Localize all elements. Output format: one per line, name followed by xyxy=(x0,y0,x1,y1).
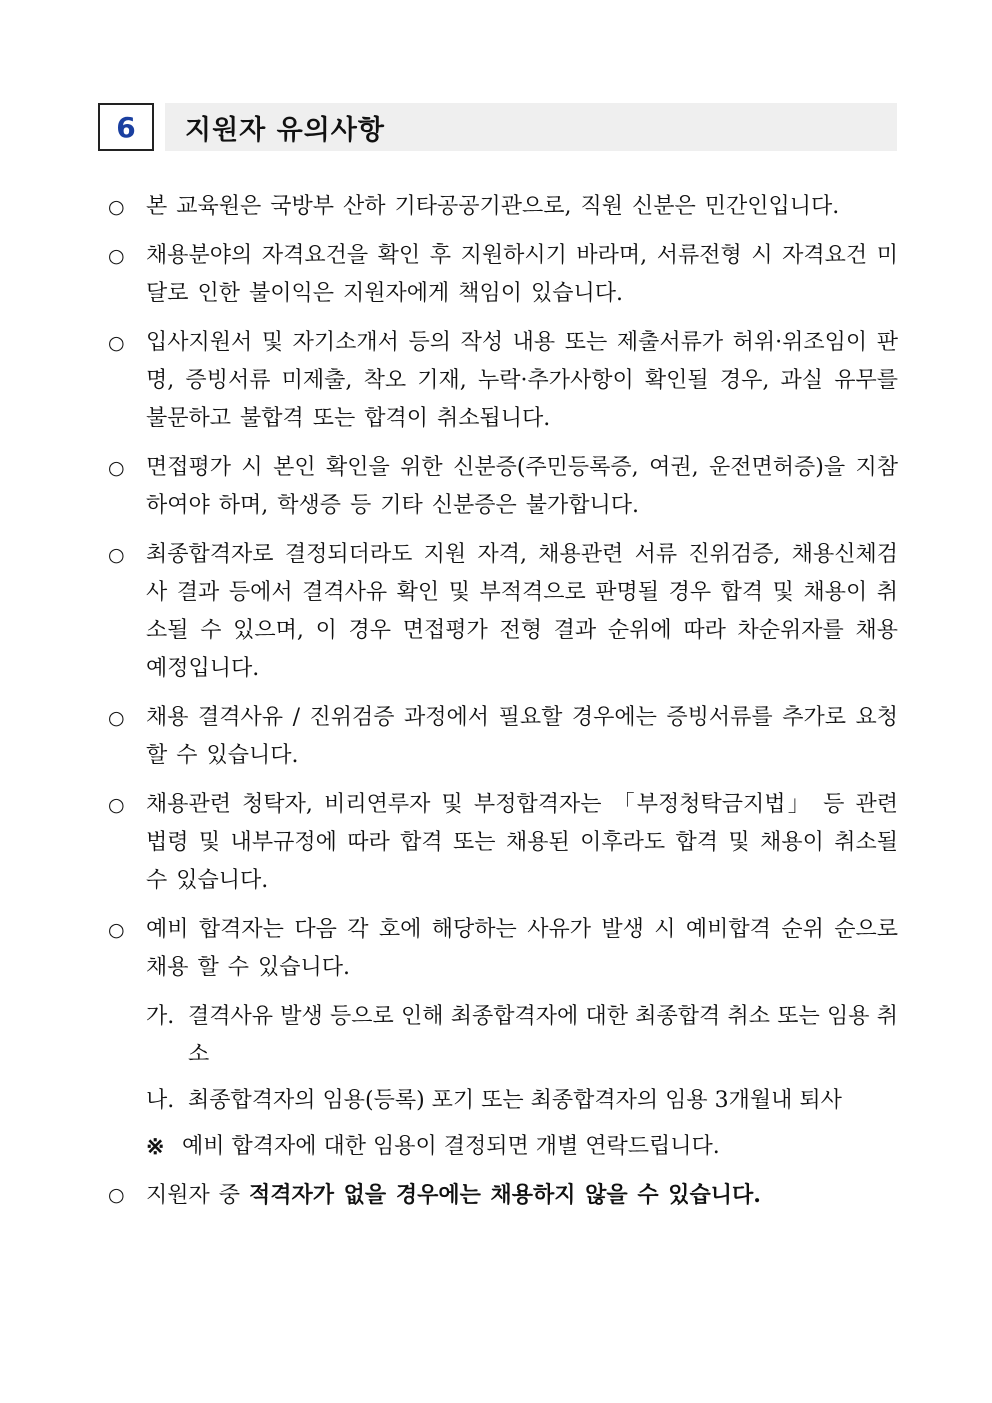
list-item-text: 면접평가 시 본인 확인을 위한 신분증(주민등록증, 여권, 운전면허증)을 지참하여야 하며, 학생증 등 기타 신분증은 불가합니다. xyxy=(146,455,898,518)
sub-list-item xyxy=(146,998,898,1074)
sub-list-item xyxy=(146,1082,898,1120)
last-item-prefix: 지원자 중 xyxy=(146,1183,249,1208)
reference-mark-icon: ※ xyxy=(146,1134,165,1160)
list-item-text: 채용 결격사유 / 진위검증 과정에서 필요할 경우에는 증빙서류를 추가로 요청할 수 있습니다. xyxy=(146,705,898,768)
circle-bullet-icon: ○ xyxy=(108,245,125,267)
list-item xyxy=(108,237,898,313)
list-item-text: 최종합격자로 결정되더라도 지원 자격, 채용관련 서류 진위검증, 채용신체검사 결과 등에서 결격사유 확인 및 부적격으로 판명될 경우 합격 및 채용이 취소될 수 있으며, 이 경우 면접평가 전형 결과 순위에 따라 차순위자를 채용 예정입니다. xyxy=(146,542,898,681)
list-item xyxy=(108,536,898,688)
list-item-text: 본 교육원은 국방부 산하 기타공공기관으로, 직원 신분은 민간인입니다. xyxy=(146,194,840,219)
sub-item-text: 결격사유 발생 등으로 인해 최종합격자에 대한 최종합격 취소 또는 임용 취소 xyxy=(188,1004,898,1067)
list-item-text: 예비 합격자는 다음 각 호에 해당하는 사유가 발생 시 예비합격 순위 순으로 채용 할 수 있습니다. xyxy=(146,917,898,980)
circle-bullet-icon: ○ xyxy=(108,196,125,218)
list-item-text xyxy=(146,1176,898,1215)
note-text: 예비 합격자에 대한 임용이 결정되면 개별 연락드립니다. xyxy=(182,1134,720,1159)
sub-item-marker: 가. xyxy=(146,1004,175,1029)
list-item xyxy=(108,699,898,775)
section-header xyxy=(98,103,898,155)
list-item-text: 채용관련 청탁자, 비리연루자 및 부정합격자는 「부정청탁금지법」 등 관련 법령 및 내부규정에 따라 합격 또는 채용된 이후라도 합격 및 채용이 취소될 수 있습니다. xyxy=(146,792,898,893)
sub-item-text: 최종합격자의 임용(등록) 포기 또는 최종합격자의 임용 3개월내 퇴사 xyxy=(188,1088,842,1113)
circle-bullet-icon: ○ xyxy=(108,544,125,566)
section-title: 지원자 유의사항 xyxy=(165,103,897,151)
list-item xyxy=(108,449,898,525)
list-item xyxy=(108,1176,898,1215)
notice-list xyxy=(108,188,898,1226)
circle-bullet-icon: ○ xyxy=(108,457,125,479)
circle-bullet-icon: ○ xyxy=(108,919,125,941)
last-item-emphasis: 적격자가 없을 경우에는 채용하지 않을 수 있습니다. xyxy=(249,1182,761,1208)
reference-note xyxy=(146,1128,898,1166)
sub-item-marker: 나. xyxy=(146,1088,175,1113)
list-item xyxy=(108,786,898,900)
list-item xyxy=(108,911,898,987)
circle-bullet-icon: ○ xyxy=(108,707,125,729)
list-item xyxy=(108,324,898,438)
section-number: 6 xyxy=(98,103,154,151)
circle-bullet-icon: ○ xyxy=(108,332,125,354)
list-item xyxy=(108,188,898,226)
circle-bullet-icon: ○ xyxy=(108,1184,125,1206)
list-item-text: 입사지원서 및 자기소개서 등의 작성 내용 또는 제출서류가 허위·위조임이 판명, 증빙서류 미제출, 착오 기재, 누락·추가사항이 확인될 경우, 과실 유무를 불문하고 불합격 또는 합격이 취소됩니다. xyxy=(146,330,898,431)
list-item-text: 채용분야의 자격요건을 확인 후 지원하시기 바라며, 서류전형 시 자격요건 미달로 인한 불이익은 지원자에게 책임이 있습니다. xyxy=(146,243,898,306)
circle-bullet-icon: ○ xyxy=(108,794,125,816)
